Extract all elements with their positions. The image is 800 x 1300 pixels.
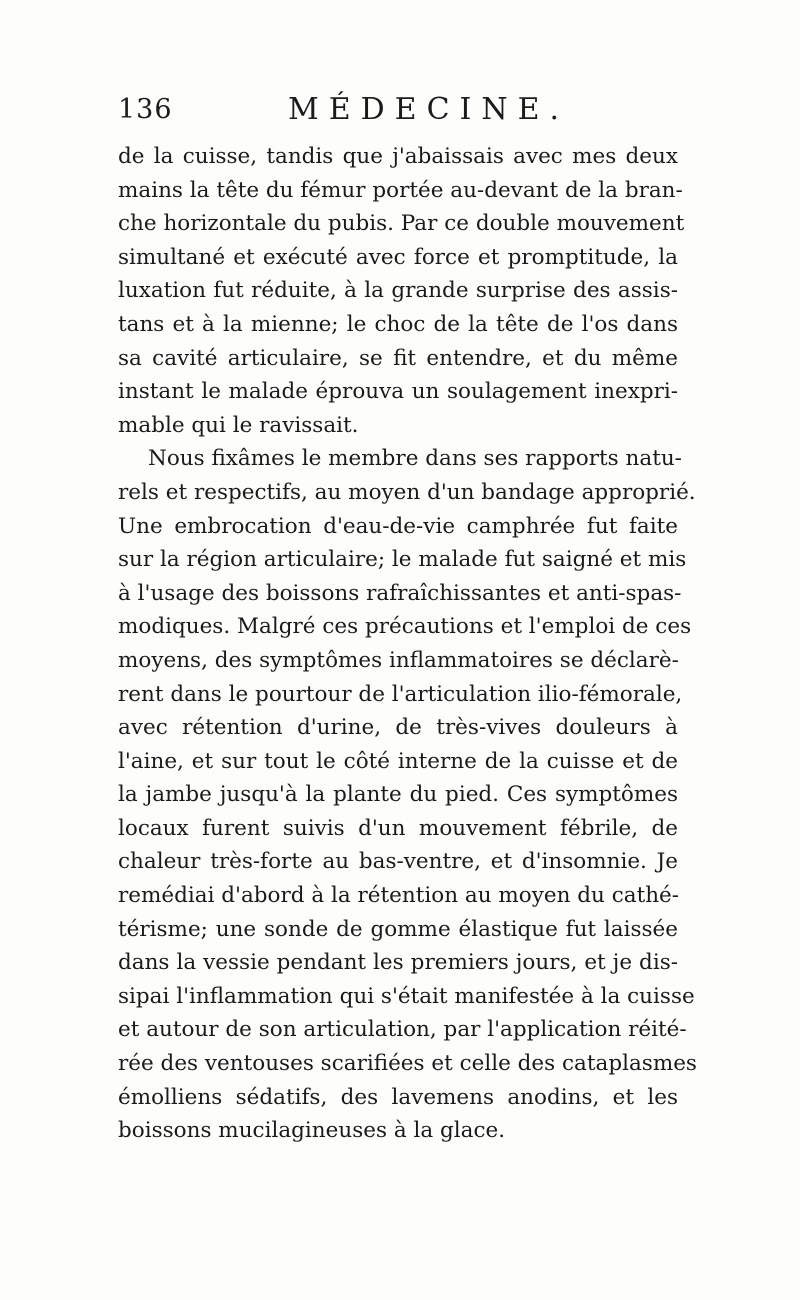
text-line: l'aine, et sur tout le côté interne de la cuisse et de bbox=[118, 748, 678, 774]
text-line: modiques. Malgré ces précautions et l'emploi de ces bbox=[118, 614, 692, 640]
text-line: remédiai d'abord à la rétention au moyen du cathé- bbox=[118, 883, 680, 909]
text-line: et autour de son articulation, par l'application réité- bbox=[118, 1017, 687, 1043]
text-line: rée des ventouses scarifiées et celle des cataplasmes bbox=[118, 1051, 697, 1077]
text-line: avec rétention d'urine, de très-vives douleurs à bbox=[118, 715, 678, 741]
text-line: émolliens sédatifs, des lavemens anodins, et les bbox=[118, 1084, 678, 1110]
page-number: 136 bbox=[118, 94, 173, 125]
text-line: sipai l'inflammation qui s'était manifestée à la cuisse bbox=[118, 983, 695, 1009]
text-line: térisme; une sonde de gomme élastique fut laissée bbox=[118, 916, 678, 942]
text-line: chaleur très-forte au bas-ventre, et d'insomnie. Je bbox=[118, 849, 678, 875]
text-line: moyens, des symptômes inflammatoires se déclarè- bbox=[118, 647, 679, 673]
text-line: boissons mucilagineuses à la glace. bbox=[118, 1118, 506, 1144]
running-title: MÉDECINE. bbox=[288, 92, 570, 127]
paragraph-2 bbox=[118, 442, 697, 1147]
body-text bbox=[118, 140, 697, 1148]
text-line: de la cuisse, tandis que j'abaissais avec mes deux bbox=[118, 144, 678, 169]
text-line: mains la tête du fémur portée au-devant de la bran- bbox=[118, 177, 683, 203]
text-line: mable qui le ravissait. bbox=[118, 412, 359, 438]
page-header bbox=[118, 92, 678, 132]
text-line: rels et respectifs, au moyen d'un bandage approprié. bbox=[118, 479, 696, 505]
text-line: locaux furent suivis d'un mouvement fébrile, de bbox=[118, 815, 678, 841]
paragraph-1 bbox=[118, 140, 685, 442]
text-line: la jambe jusqu'à la plante du pied. Ces symptômes bbox=[118, 782, 678, 808]
text-line: tans et à la mienne; le choc de la tête de l'os dans bbox=[118, 311, 678, 337]
text-line: sa cavité articulaire, se fit entendre, et du même bbox=[118, 345, 678, 371]
text-line: simultané et exécuté avec force et promptitude, la bbox=[118, 244, 678, 270]
text-line: dans la vessie pendant les premiers jours, et je dis- bbox=[118, 950, 678, 976]
text-line: instant le malade éprouva un soulagement inexpri- bbox=[118, 379, 678, 405]
text-line: sur la région articulaire; le malade fut saigné et mis bbox=[118, 547, 687, 573]
text-line: Nous fixâmes le membre dans ses rapports natu- bbox=[148, 446, 682, 472]
text-line: à l'usage des boissons rafraîchissantes et anti-spas- bbox=[118, 580, 682, 606]
text-line: rent dans le pourtour de l'articulation ilio-fémorale, bbox=[118, 681, 683, 707]
text-line: luxation fut réduite, à la grande surprise des assis- bbox=[118, 278, 678, 304]
text-line: Une embrocation d'eau-de-vie camphrée fut faite bbox=[118, 513, 678, 539]
text-line: che horizontale du pubis. Par ce double mouvement bbox=[118, 211, 685, 237]
